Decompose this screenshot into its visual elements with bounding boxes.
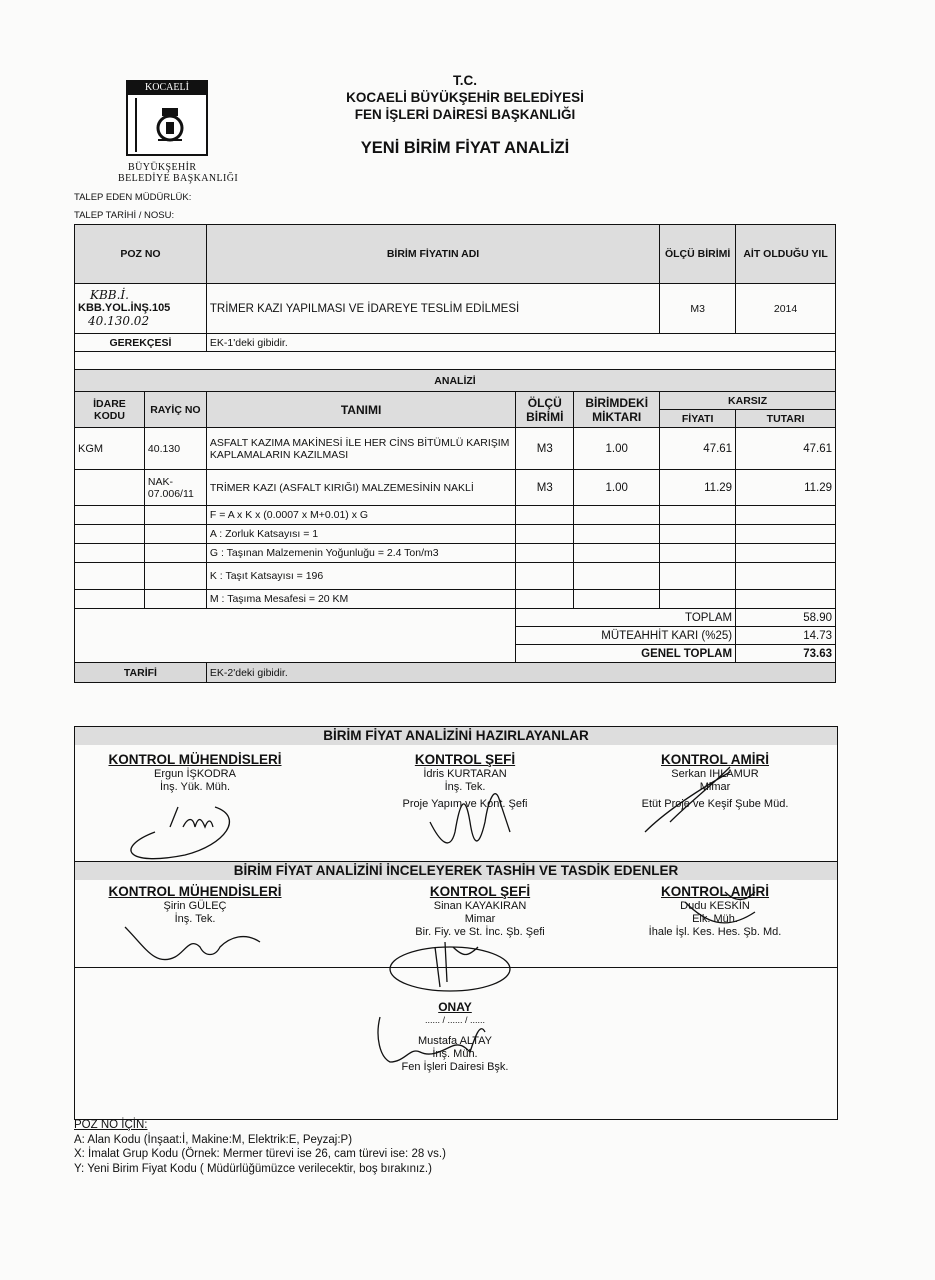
row2-rayic: NAK-07.006/11 bbox=[144, 470, 206, 506]
col-rayic-no: RAYİÇ NO bbox=[144, 392, 206, 428]
note-a: A: Alan Kodu (İnşaat:İ, Makine:M, Elektrik:E, Peyzaj:P) bbox=[74, 1133, 353, 1146]
a3-title2: Mimar bbox=[699, 781, 731, 793]
header-ait-oldugu-yil: AİT OLDUĞU YIL bbox=[736, 225, 836, 284]
row2-tutar: 11.29 bbox=[736, 470, 836, 506]
birim-fiyat-adi-value: TRİMER KAZI YAPILMASI VE İDAREYE TESLİM EDİLMESİ bbox=[206, 284, 659, 334]
a2-title: KONTROL ŞEFİ bbox=[414, 752, 516, 767]
row2-olcu: M3 bbox=[516, 470, 574, 506]
col-tanimi: TANIMI bbox=[206, 392, 515, 428]
analysis-table bbox=[74, 224, 836, 683]
analiz-header: ANALİZİ bbox=[75, 370, 836, 392]
tarif-label: TARİFİ bbox=[75, 663, 207, 683]
onay-label: ONAY bbox=[438, 1000, 472, 1014]
poz-handwritten-2: 40.130.02 bbox=[88, 314, 150, 328]
formula-m: M : Taşıma Mesafesi = 20 KM bbox=[206, 590, 515, 609]
note-x: X: İmalat Grup Kodu (Örnek: Mermer türevi ise 26, cam türevi ise: 28 vs.) bbox=[74, 1148, 446, 1160]
logo-top-text: KOCAELİ bbox=[127, 81, 207, 95]
signature-scribbles bbox=[75, 727, 837, 1119]
ait-yil-value: 2014 bbox=[736, 284, 836, 334]
gerekce-label: GEREKÇESİ bbox=[75, 334, 207, 352]
b3-title3: İhale İşl. Kes. Hes. Şb. Md. bbox=[648, 926, 782, 938]
toplam-value: 58.90 bbox=[736, 609, 836, 627]
formula-k: K : Taşıt Katsayısı = 196 bbox=[206, 563, 515, 590]
c-title: İnş. Müh. bbox=[432, 1048, 478, 1060]
logo-line1: BÜYÜKŞEHİR bbox=[128, 162, 197, 173]
poz-no-cell bbox=[75, 284, 207, 334]
notes-heading: POZ NO İÇİN: bbox=[74, 1119, 148, 1131]
talep-mudurluk-label: TALEP EDEN MÜDÜRLÜK: bbox=[74, 192, 192, 203]
b3-title2: Elk. Müh. bbox=[692, 913, 738, 925]
logo-line2: BELEDİYE BAŞKANLIĞI bbox=[118, 173, 239, 184]
hazirlayanlar-bar: BİRİM FİYAT ANALİZİNİ HAZIRLAYANLAR bbox=[75, 727, 837, 745]
a2-title2: İnş. Tek. bbox=[444, 781, 486, 793]
row1-miktar: 1.00 bbox=[574, 428, 660, 470]
row2-miktar: 1.00 bbox=[574, 470, 660, 506]
olcu-birimi-value: M3 bbox=[660, 284, 736, 334]
b2-title3: Bir. Fiy. ve St. İnc. Şb. Şefi bbox=[415, 926, 545, 938]
formula-f: F = A x K x (0.0007 x M+0.01) x G bbox=[206, 506, 515, 525]
row1-rayic: 40.130 bbox=[144, 428, 206, 470]
header-municipality: KOCAELİ BÜYÜKŞEHİR BELEDİYESİ bbox=[346, 90, 584, 105]
a1-name: Ergun İŞKODRA bbox=[154, 768, 236, 780]
poz-handwritten-1: KBB.İ. bbox=[90, 288, 129, 302]
toplam-label: TOPLAM bbox=[516, 609, 736, 627]
page-header bbox=[300, 72, 630, 157]
b3-name: Dudu KESKİN bbox=[680, 900, 750, 912]
emblem-icon bbox=[128, 96, 206, 154]
row2-idare bbox=[75, 470, 145, 506]
row1-tanim: ASFALT KAZIMA MAKİNESİ İLE HER CİNS BİTÜMLÜ KARIŞIM KAPLAMALARIN KAZILMASI bbox=[206, 428, 515, 470]
col-fiyati: FİYATI bbox=[660, 410, 736, 428]
page-title: YENİ BİRİM FİYAT ANALİZİ bbox=[360, 139, 570, 157]
c-name: Mustafa ALTAY bbox=[418, 1035, 492, 1047]
col-karsiz: KARSIZ bbox=[660, 392, 836, 410]
row1-fiyat: 47.61 bbox=[660, 428, 736, 470]
col-birimdeki-miktari: BİRİMDEKİ MİKTARI bbox=[574, 392, 660, 428]
muteahhit-kari-label: MÜTEAHHİT KARI (%25) bbox=[516, 627, 736, 645]
b1-name: Şirin GÜLEÇ bbox=[163, 900, 227, 912]
spacer-row bbox=[75, 352, 836, 370]
a2-name: İdris KURTARAN bbox=[423, 768, 507, 780]
b2-title: KONTROL ŞEFİ bbox=[429, 884, 531, 899]
a2-title3: Proje Yapım ve Kont. Şefi bbox=[402, 798, 528, 810]
header-olcu-birimi: ÖLÇÜ BİRİMİ bbox=[660, 225, 736, 284]
b3-title: KONTROL AMİRİ bbox=[661, 884, 769, 899]
logo-emblem bbox=[126, 80, 208, 156]
b2-name: Sinan KAYAKIRAN bbox=[433, 900, 527, 912]
col-olcu-birimi: ÖLÇÜ BİRİMİ bbox=[516, 392, 574, 428]
tasdik-bar: BİRİM FİYAT ANALİZİNİ İNCELEYEREK TASHİH VE TASDİK EDENLER bbox=[75, 861, 837, 880]
formula-g: G : Taşınan Malzemenin Yoğunluğu = 2.4 Ton/m3 bbox=[206, 544, 515, 563]
header-birim-fiyat-adi: BİRİM FİYATIN ADI bbox=[206, 225, 659, 284]
logo bbox=[118, 80, 248, 184]
a3-name: Serkan IHLAMUR bbox=[671, 768, 759, 780]
col-idare-kodu: İDARE KODU bbox=[75, 392, 145, 428]
col-tutari: TUTARI bbox=[736, 410, 836, 428]
poz-no-value: KBB.YOL.İNŞ.105 bbox=[78, 302, 171, 314]
talep-tarih-label: TALEP TARİHİ / NOSU: bbox=[74, 210, 175, 221]
row2-tanim: TRİMER KAZI (ASFALT KIRIĞI) MALZEMESİNİN NAKLİ bbox=[206, 470, 515, 506]
a1-title2: İnş. Yük. Müh. bbox=[159, 781, 231, 793]
gerekce-value: EK-1'deki gibidir. bbox=[206, 334, 835, 352]
header-poz-no: POZ NO bbox=[75, 225, 207, 284]
header-tc: T.C. bbox=[452, 73, 477, 88]
muteahhit-kari-value: 14.73 bbox=[736, 627, 836, 645]
genel-toplam-label: GENEL TOPLAM bbox=[516, 645, 736, 663]
signature-section bbox=[74, 726, 838, 1120]
row2-fiyat: 11.29 bbox=[660, 470, 736, 506]
poz-no-notes bbox=[74, 1118, 446, 1176]
row1-tutar: 47.61 bbox=[736, 428, 836, 470]
table-row bbox=[75, 470, 836, 506]
note-y: Y: Yeni Birim Fiyat Kodu ( Müdürlüğümüzce verilecektir, boş bırakınız.) bbox=[74, 1162, 432, 1175]
row1-olcu: M3 bbox=[516, 428, 574, 470]
b2-title2: Mimar bbox=[464, 913, 496, 925]
b1-title: KONTROL MÜHENDİSLERİ bbox=[108, 884, 282, 899]
genel-toplam-value: 73.63 bbox=[736, 645, 836, 663]
row1-idare: KGM bbox=[75, 428, 145, 470]
tarif-value: EK-2'deki gibidir. bbox=[206, 663, 835, 683]
a1-title: KONTROL MÜHENDİSLERİ bbox=[108, 752, 282, 767]
c-title2: Fen İşleri Dairesi Bşk. bbox=[401, 1061, 509, 1073]
table-row bbox=[75, 428, 836, 470]
onay-date: ...... / ...... / ...... bbox=[424, 1015, 485, 1025]
header-department: FEN İŞLERİ DAİRESİ BAŞKANLIĞI bbox=[354, 107, 576, 122]
b1-title2: İnş. Tek. bbox=[174, 913, 216, 925]
a3-title: KONTROL AMİRİ bbox=[661, 752, 769, 767]
formula-a: A : Zorluk Katsayısı = 1 bbox=[206, 525, 515, 544]
a3-title3: Etüt Proje ve Keşif Şube Müd. bbox=[641, 798, 789, 810]
totals-blank bbox=[75, 609, 516, 663]
